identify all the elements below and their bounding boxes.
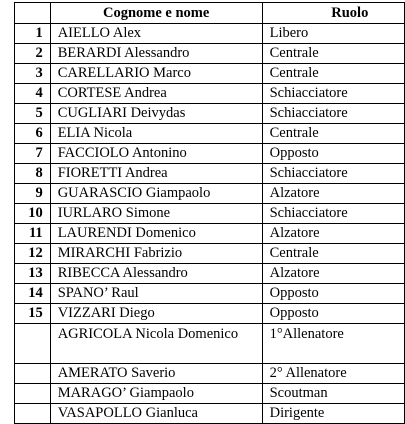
name-header: Cognome e nome (50, 3, 262, 24)
player-number: 6 (15, 124, 51, 144)
player-role: Schiacciatore (262, 104, 404, 124)
player-role: Schiacciatore (262, 164, 404, 184)
table-row (15, 184, 405, 204)
player-number: 7 (15, 144, 51, 164)
player-role: Opposto (262, 284, 404, 304)
player-name: FIORETTI Andrea (50, 164, 262, 184)
number-header (15, 3, 51, 24)
player-name: CUGLIARI Deivydas (50, 104, 262, 124)
table-row (15, 44, 405, 64)
player-name: FACCIOLO Antonino (50, 144, 262, 164)
player-number: 3 (15, 64, 51, 84)
player-role: 2° Allenatore (262, 364, 404, 384)
player-role: Centrale (262, 64, 404, 84)
player-name: VIZZARI Diego (50, 304, 262, 324)
header-row (15, 3, 405, 24)
player-name: CORTESE Andrea (50, 84, 262, 104)
player-role: Alzatore (262, 264, 404, 284)
player-number (15, 384, 51, 404)
table-row (15, 124, 405, 144)
table-row (15, 304, 405, 324)
player-number: 1 (15, 24, 51, 44)
player-name: SPANO’ Raul (50, 284, 262, 304)
roster-table (14, 2, 405, 424)
table-row (15, 324, 405, 364)
player-name: MARAGO’ Giampaolo (50, 384, 262, 404)
player-role: Centrale (262, 44, 404, 64)
player-name: ELIA Nicola (50, 124, 262, 144)
player-number: 14 (15, 284, 51, 304)
table-row (15, 204, 405, 224)
player-name: VASAPOLLO Gianluca (50, 404, 262, 424)
player-number: 2 (15, 44, 51, 64)
player-role: Scoutman (262, 384, 404, 404)
player-role: Schiacciatore (262, 84, 404, 104)
player-name: BERARDI Alessandro (50, 44, 262, 64)
player-name: MIRARCHI Fabrizio (50, 244, 262, 264)
table-row (15, 64, 405, 84)
player-role: Alzatore (262, 224, 404, 244)
table-row (15, 224, 405, 244)
table-row (15, 284, 405, 304)
player-name: AMERATO Saverio (50, 364, 262, 384)
table-row (15, 404, 405, 424)
table-row (15, 84, 405, 104)
player-name: RIBECCA Alessandro (50, 264, 262, 284)
player-role: Centrale (262, 244, 404, 264)
table-row (15, 384, 405, 404)
player-role: Schiacciatore (262, 204, 404, 224)
player-role: Dirigente (262, 404, 404, 424)
player-number: 5 (15, 104, 51, 124)
player-role: Opposto (262, 144, 404, 164)
table-row (15, 364, 405, 384)
player-number (15, 324, 51, 364)
player-number: 8 (15, 164, 51, 184)
player-number: 11 (15, 224, 51, 244)
player-number: 4 (15, 84, 51, 104)
player-role: Libero (262, 24, 404, 44)
table-row (15, 164, 405, 184)
player-number: 10 (15, 204, 51, 224)
table-row (15, 264, 405, 284)
player-number (15, 404, 51, 424)
player-number (15, 364, 51, 384)
player-number: 12 (15, 244, 51, 264)
player-role: Centrale (262, 124, 404, 144)
player-role: 1°Allenatore (262, 324, 404, 364)
player-number: 13 (15, 264, 51, 284)
player-name: IURLARO Simone (50, 204, 262, 224)
player-name: CARELLARIO Marco (50, 64, 262, 84)
player-role: Alzatore (262, 184, 404, 204)
player-number: 9 (15, 184, 51, 204)
table-row (15, 24, 405, 44)
player-name: LAURENDI Domenico (50, 224, 262, 244)
player-role: Opposto (262, 304, 404, 324)
roster-body (15, 24, 405, 424)
role-header: Ruolo (262, 3, 404, 24)
player-number: 15 (15, 304, 51, 324)
table-row (15, 104, 405, 124)
table-row (15, 244, 405, 264)
player-name: AIELLO Alex (50, 24, 262, 44)
player-name: GUARASCIO Giampaolo (50, 184, 262, 204)
player-name: AGRICOLA Nicola Domenico (50, 324, 262, 364)
table-row (15, 144, 405, 164)
